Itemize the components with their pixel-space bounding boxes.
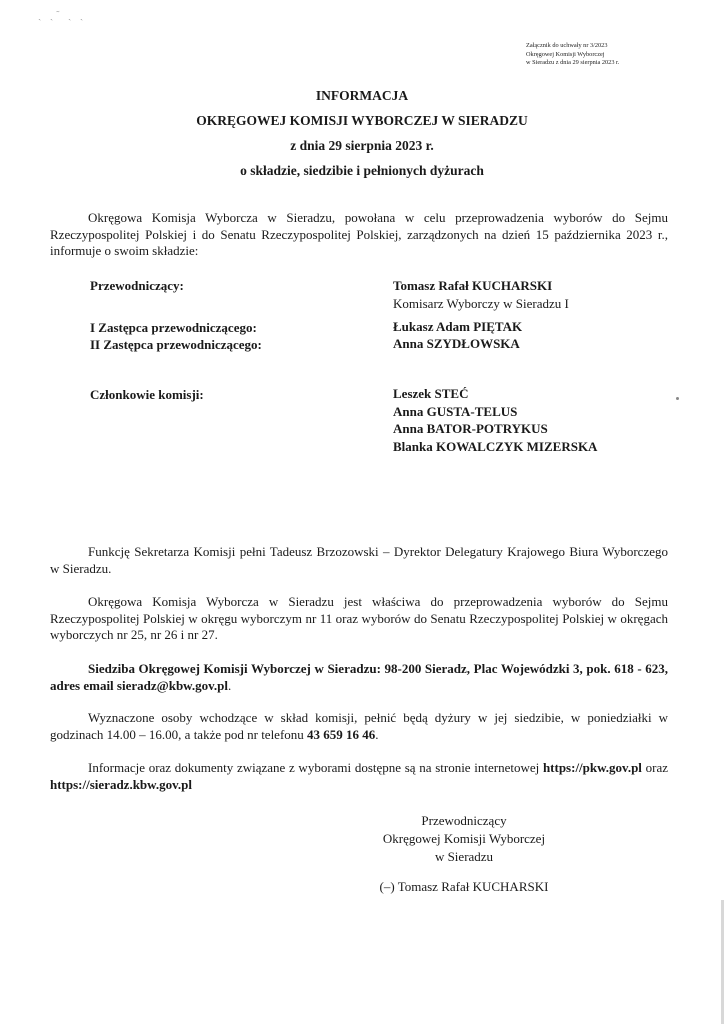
deputy2-surname: SZYDŁOWSKA [426, 336, 520, 351]
members-list [393, 385, 597, 455]
chair-name [393, 277, 569, 295]
chair-first-name: Tomasz Rafał [393, 278, 469, 293]
duty-end: . [375, 726, 379, 742]
info-text: Informacje oraz dokumenty związane z wyborami dostępne są na stronie internetowej [88, 760, 543, 775]
document-title: INFORMACJA [315, 88, 409, 103]
jurisdiction-paragraph: Okręgowa Komisja Wyborcza w Sieradzu jest właściwa do przeprowadzenia wyborów do Sejmu Rzeczypospolitej Polskiej w okręgu wyborczym nr 11 oraz wyborów do Senatu Rzeczypospolitej Polskiej w okręgach wyborczych nr 25, nr 26 i nr 27. [50, 594, 668, 642]
deputy2-label: II Zastępca przewodniczącego: [90, 337, 262, 352]
deputy2-name [393, 335, 520, 353]
attachment-note [526, 42, 716, 68]
chair-value [393, 277, 569, 312]
scan-smudge: ˏ ˏ˜ ˎ ˏ [38, 10, 87, 21]
signature-block [340, 812, 588, 866]
deputy1-name [393, 318, 522, 336]
info-paragraph [50, 760, 668, 793]
deputy1-surname: PIĘTAK [473, 319, 523, 334]
signature-title: Przewodniczący [421, 813, 507, 828]
scan-dot [676, 397, 679, 400]
deputy2-first-name: Anna [393, 336, 424, 351]
member-first-name: Leszek [393, 386, 432, 401]
seat-paragraph [50, 661, 668, 694]
chair-label: Przewodniczący: [90, 278, 184, 293]
pkw-link[interactable]: https://pkw.gov.pl [542, 760, 642, 775]
info-mid: oraz [641, 760, 668, 775]
duty-phone: 43 659 16 46 [307, 726, 376, 742]
member-surname: BATOR-POTRYKUS [426, 421, 548, 436]
deputy1-label: I Zastępca przewodniczącego: [90, 320, 257, 335]
document-issuer: OKRĘGOWEJ KOMISJI WYBORCZEJ W SIERADZU [196, 113, 528, 128]
duty-paragraph [50, 710, 668, 743]
attachment-note-line: Załącznik do uchwały nr 3/2023 [526, 42, 608, 49]
seat-end: . [227, 677, 232, 693]
secretary-paragraph: Funkcję Sekretarza Komisji pełni Tadeusz Brzozowski – Dyrektor Delegatury Krajowego Biura Wyborczego w Sieradzu. [50, 544, 668, 576]
chair-surname: KUCHARSKI [471, 278, 553, 293]
intro-paragraph: Okręgowa Komisja Wyborcza w Sieradzu, powołana w celu przeprowadzenia wyborów do Sejmu Rzeczypospolitej Polskiej i do Senatu Rzeczypospolitej Polskiej, zarządzonych na dzień 15 października 2023 r., informuje o swoim składzie: [50, 210, 668, 258]
attachment-note-line: Okręgowej Komisji Wyborczej [526, 50, 605, 58]
seat-address: Siedziba Okręgowej Komisji Wyborczej w Sieradzu: 98-200 Sieradz, Plac Wojewódzki 3, pok. 618 - 623, adres email sieradz@kbw.gov.pl [50, 661, 668, 693]
member-first-name: Blanka [393, 438, 433, 454]
member-first-name: Anna [393, 421, 424, 436]
member-surname: STEĆ [434, 386, 469, 401]
members-label: Członkowie komisji: [90, 387, 204, 402]
signature-body: Okręgowej Komisji Wyborczej [382, 831, 546, 846]
document-subject: o składzie, siedzibie i pełnionych dyżurach [240, 163, 484, 178]
deputy1-first-name: Łukasz Adam [393, 319, 470, 334]
attachment-note-line: w Sieradzu z dnia 29 sierpnia 2023 r. [526, 59, 620, 67]
member-item [393, 420, 597, 438]
member-surname: GUSTA-TELUS [426, 403, 518, 419]
member-item [393, 403, 597, 421]
kbw-link[interactable]: https://sieradz.kbw.gov.pl [50, 776, 192, 792]
duty-text: Wyznaczone osoby wchodzące w skład komisji, pełnić będą dyżury w jej siedzibie, w poniedziałki w godzinach 14.00 – 16.00, a także pod nr telefonu [50, 710, 668, 742]
signature-place: w Sieradzu [434, 849, 494, 864]
signature-signed: (–) Tomasz Rafał KUCHARSKI [379, 879, 549, 894]
chair-role: Komisarz Wyborczy w Sieradzu I [393, 295, 569, 311]
document-date: z dnia 29 sierpnia 2023 r. [290, 138, 434, 153]
member-surname: KOWALCZYK MIZERSKA [436, 438, 598, 454]
member-item [393, 438, 597, 456]
member-first-name: Anna [393, 403, 424, 419]
member-item [393, 385, 597, 403]
